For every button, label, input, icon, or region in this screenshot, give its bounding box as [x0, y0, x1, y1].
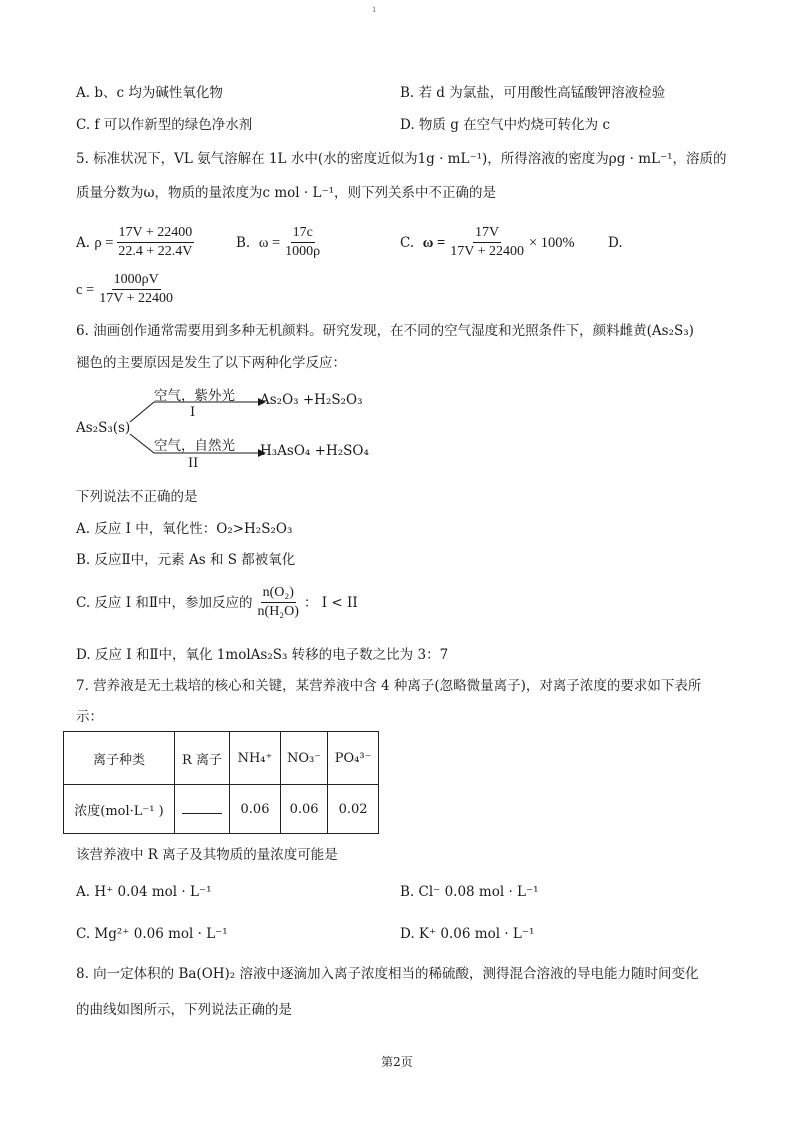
q5-c-fraction [448, 225, 526, 260]
q7-stem-line1: 7. 营养液是无土栽培的核心和关键，某营养液中含 4 种离子(忽略微量离子)，对离子浓度的要求如下表所 [76, 678, 702, 694]
q5-c-lhs: ω = [422, 234, 446, 251]
q5-stem-line2: 质量分数为ω，物质的量浓度为c mol · L⁻¹，则下列关系中不正确的是 [76, 185, 496, 201]
q7-option-a: A. H⁺ 0.04 mol · L⁻¹ [76, 884, 212, 900]
q5-c-rhs: × 100% [529, 234, 575, 251]
q5-a-label: A. [76, 234, 91, 251]
q6-c-numerator: n(O₂) [261, 585, 296, 603]
condition-2: 空气，自然光 [154, 438, 235, 454]
q5-a-lhs: ρ = [94, 234, 114, 251]
table-cell: NO₃⁻ [281, 732, 328, 785]
condition-1: 空气，紫外光 [154, 388, 235, 404]
product-2: H₃AsO₄ +H₂SO₄ [260, 443, 369, 459]
q5-a-numerator: 17V + 22400 [117, 225, 195, 243]
reactant: As₂S₃(s) [76, 420, 131, 436]
q7-question: 该营养液中 R 离子及其物质的量浓度可能是 [76, 847, 338, 863]
q6-c-fraction [256, 585, 301, 620]
q8-stem-line2: 的曲线如图所示，下列说法正确的是 [76, 1002, 292, 1018]
q6-stem-line1: 6. 油画创作通常需要用到多种无机颜料。研究发现，在不同的空气湿度和光照条件下，颜料雌黄(As₂S₃) [76, 323, 694, 339]
q5-d-lhs: c = [76, 281, 95, 298]
q4-option-a: A. b、c 均为碱性氧化物 [76, 85, 223, 101]
q5-c-numerator: 17V [473, 225, 501, 243]
q7-option-b: B. Cl⁻ 0.08 mol · L⁻¹ [400, 884, 539, 900]
q5-option-d [76, 272, 178, 307]
q4-option-b: B. 若 d 为氯盐，可用酸性高锰酸钾溶液检验 [400, 85, 666, 101]
q5-d-fraction [97, 272, 175, 307]
table-cell: 离子种类 [64, 732, 175, 785]
q6-option-d: D. 反应 I 和Ⅱ中，氧化 1molAs₂S₃ 转移的电子数之比为 3：7 [76, 647, 449, 663]
table-cell: NH₄⁺ [230, 732, 281, 785]
q5-d-label: D. [608, 235, 623, 251]
answer-blank [182, 801, 222, 814]
q7-option-c: C. Mg²⁺ 0.06 mol · L⁻¹ [76, 926, 228, 942]
ion-concentration-table [63, 731, 379, 834]
q6-stem-line2: 褪色的主要原因是发生了以下两种化学反应： [76, 355, 346, 371]
q6-c-denominator: n(H₂O) [257, 604, 299, 619]
q5-d-numerator: 1000ρV [112, 272, 161, 290]
q5-option-a [76, 225, 197, 260]
q7-stem-line2: 示： [76, 709, 103, 725]
q5-b-fraction [283, 225, 322, 260]
q5-option-b [236, 225, 325, 260]
product-1: As₂O₃ +H₂S₂O₃ [260, 392, 363, 408]
q7-option-d: D. K⁺ 0.06 mol · L⁻¹ [400, 926, 535, 942]
roman-label-2: II [188, 456, 199, 471]
table-cell: 0.06 [281, 785, 328, 834]
q5-a-denominator: 22.4 + 22.4V [118, 244, 193, 259]
blank-cell [175, 785, 230, 834]
page-number: 第2页 [381, 1055, 413, 1069]
q6-option-a: A. 反应 I 中，氧化性：O₂>H₂S₂O₃ [76, 521, 293, 537]
q4-option-c: C. f 可以作新型的绿色净水剂 [76, 117, 253, 133]
q5-option-c [400, 225, 575, 260]
header-mark: 1 [372, 6, 377, 14]
table-cell: 浓度(mol·L⁻¹ ) [64, 785, 175, 834]
q6-option-c [76, 585, 358, 620]
table-row [64, 732, 379, 785]
q5-b-denominator: 1000ρ [285, 244, 321, 259]
q5-b-label: B. [236, 234, 251, 251]
table-cell: PO₄³⁻ [328, 732, 379, 785]
table-cell: 0.02 [328, 785, 379, 834]
q8-stem-line1: 8. 向一定体积的 Ba(OH)₂ 溶液中逐滴加入离子浓度相当的稀硫酸，测得混合溶液的导电能力随时间变化 [76, 966, 699, 982]
q5-b-lhs: ω = [258, 234, 281, 251]
q6-c-prefix: C. 反应 I 和Ⅱ中，参加反应的 [76, 594, 253, 611]
q5-c-denominator: 17V + 22400 [450, 244, 524, 259]
q5-stem-line1: 5. 标准状况下，VL 氨气溶解在 1L 水中(水的密度近似为1g · mL⁻¹)，所得溶液的密度为ρg · mL⁻¹，溶质的 [76, 151, 727, 167]
table-row [64, 785, 379, 834]
q5-b-numerator: 17c [291, 225, 315, 243]
q5-c-label: C. [400, 234, 415, 251]
q6-question: 下列说法不正确的是 [76, 489, 198, 505]
q5-a-fraction [116, 225, 194, 260]
q6-c-suffix: ： I < II [303, 594, 358, 611]
table-cell: 0.06 [230, 785, 281, 834]
roman-label-1: I [190, 405, 196, 420]
q6-option-b: B. 反应Ⅱ中，元素 As 和 S 都被氧化 [76, 552, 296, 568]
table-cell: R 离子 [175, 732, 230, 785]
q4-option-d: D. 物质 g 在空气中灼烧可转化为 c [400, 117, 611, 133]
reaction-scheme [76, 378, 396, 474]
q5-d-denominator: 17V + 22400 [99, 291, 174, 306]
